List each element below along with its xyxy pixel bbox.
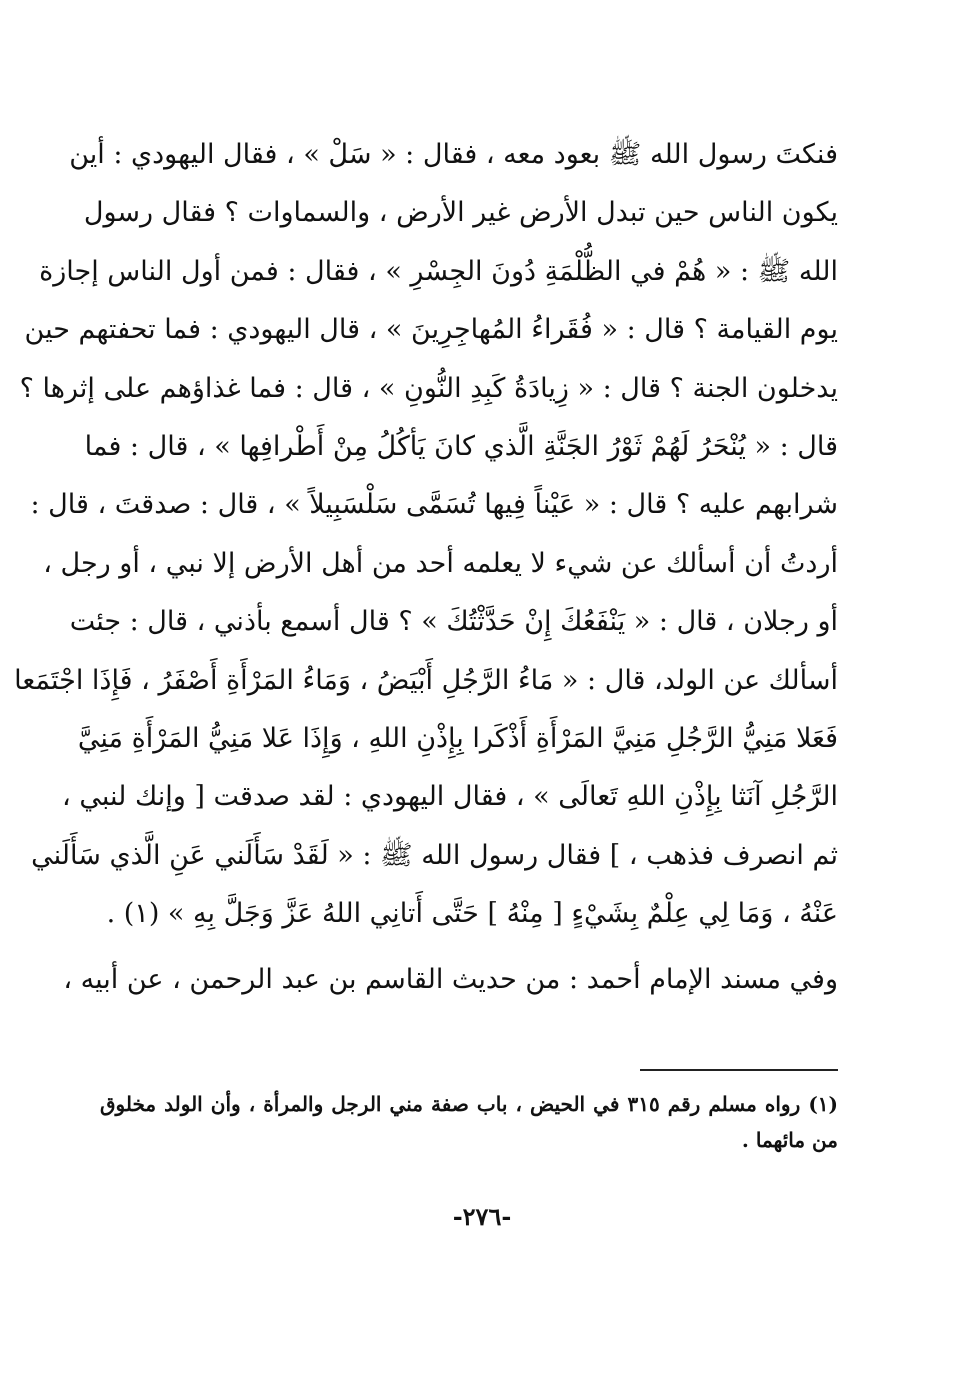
- text-line: فَعَلا مَنِيُّ الرَّجُلِ مَنِيَّ المَرْأَةِ أَذْكَرا بِإِذْنِ اللهِ ، وَإِذَا عَلا مَنِيُّ المَرْأَةِ مَنِيَّ: [77, 722, 838, 754]
- page-number: -٢٧٦-: [452, 1202, 512, 1231]
- text-line: عَنْهُ ، وَمَا لِي عِلْمٌ بِشَيْءٍ [ مِنْهُ ] حَتَّى أَتانِي اللهُ عَزَّ وَجَلَّ بِهِ » (١) .: [106, 898, 838, 930]
- text-line: أسألك عن الولد، قال : « مَاءُ الرَّجُلِ أَبْيَضُ ، وَمَاءُ المَرْأَةِ أَصْفَرُ ، فَإِذَا اجْتَمَعا: [14, 664, 838, 696]
- text-line: أو رجلان ، قال : « يَنْفَعُكَ إِنْ حَدَّثْتُكَ » ؟ قال أسمع بأذني ، قال : جئت: [69, 606, 838, 638]
- footnote-line: (١) رواه مسلم رقم ٣١٥ في الحيض ، باب صفة مني الرجل والمرأة ، وأن الولد مخلوق: [100, 1092, 838, 1116]
- text-line: أردتُ أن أسألك عن شيء لا يعلمه أحد من أهل الأرض إلا نبي ، أو رجل ،: [43, 547, 838, 579]
- text-line: يكون الناس حين تبدل الأرض غير الأرض ، والسماوات ؟ فقال رسول: [83, 197, 838, 229]
- text-line: فنكتَ رسول الله ﷺ بعود معه ، فقال : « سَلْ » ، فقال اليهودي : أين: [69, 139, 838, 170]
- text-line: يوم القيامة ؟ قال : « فُقَراءُ المُهاجِرِينَ » ، قال اليهودي : فما تحفتهم حين: [24, 314, 838, 346]
- text-line: شرابهم عليه ؟ قال : « عَيْناً فِيها تُسَمَّى سَلْسَبِيلاً » ، قال : صدقتَ ، قال :: [30, 489, 838, 521]
- text-line: الرَّجُلِ آنَثا بِإِذْنِ اللهِ تَعالَى » ، فقال اليهودي : لقد صدقت [ وإنك لنبي ،: [62, 781, 838, 813]
- text-line: الله ﷺ : « هُمْ في الظُّلْمَةِ دُونَ الجِسْرِ » ، فقال : فمن أول الناس إجازة: [39, 255, 838, 287]
- text-line: ثم انصرف فذهب ، ] فقال رسول الله ﷺ : « لَقَدْ سَأَلَني عَنِ الَّذي سَأَلَني: [31, 839, 838, 871]
- text-line: قال : « يُنْحَرُ لَهُمْ ثَوْرُ الجَنَّةِ الَّذي كانَ يَأكُلُ مِنْ أَطْرافِها » ، قال : فما: [84, 430, 838, 462]
- text-line: يدخلون الجنة ؟ قال : « زِيادَةُ كَبِدِ النُّونِ » ، قال : فما غذاؤهم على إثرها ؟: [19, 372, 838, 404]
- footnote: [100, 1086, 838, 1158]
- main-text: [14, 126, 838, 1010]
- footnote-line: من مائهما .: [741, 1128, 838, 1152]
- text-line: وفي مسند الإمام أحمد : من حديث القاسم بن عبد الرحمن ، عن أبيه ،: [63, 964, 838, 996]
- footnote-separator: [640, 1069, 838, 1071]
